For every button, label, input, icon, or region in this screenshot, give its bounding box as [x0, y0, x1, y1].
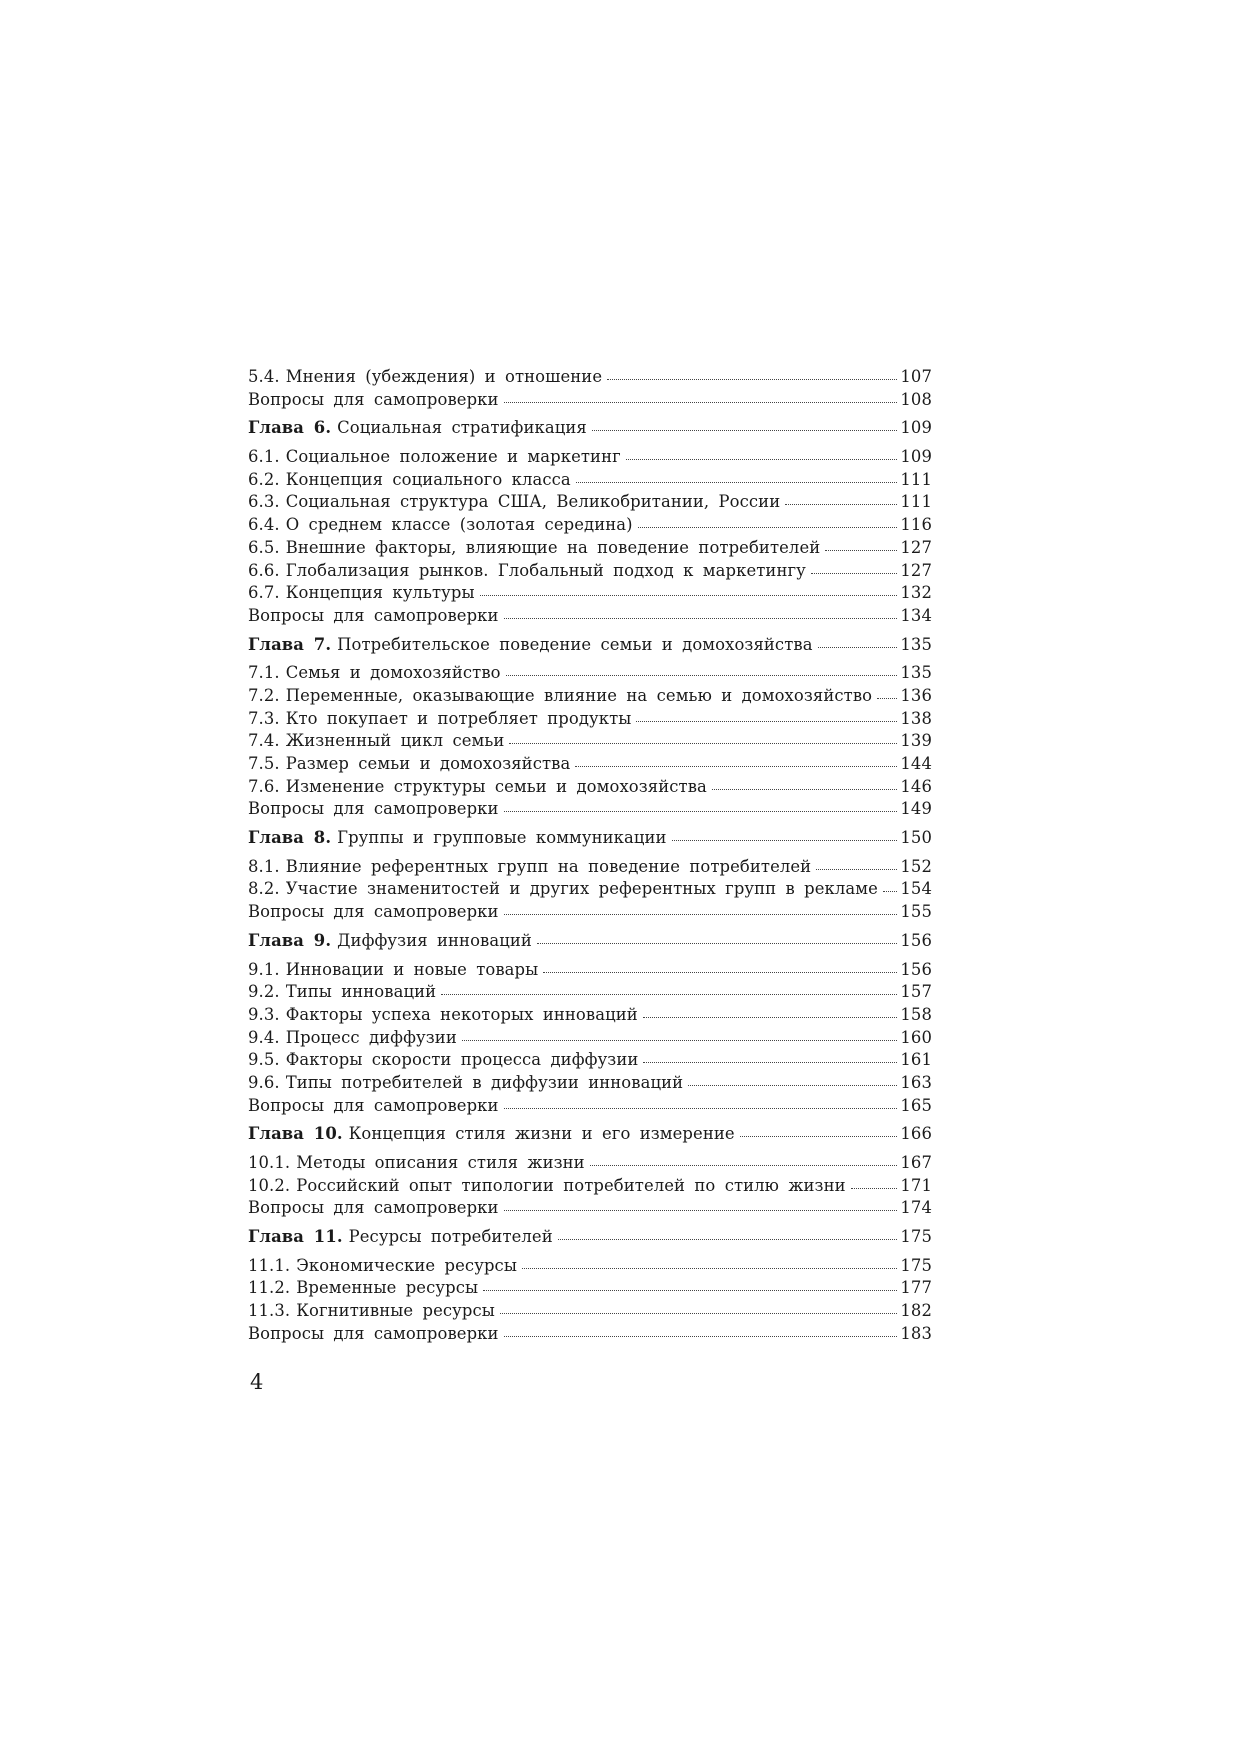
- toc-entry-title: Влияние референтных групп на поведение потребителей: [285, 856, 812, 876]
- dot-leader: [522, 1268, 897, 1269]
- dot-leader: [483, 1290, 897, 1291]
- toc-entry-number: 9.4.: [248, 1027, 280, 1047]
- toc-entry-page: 156: [900, 959, 932, 979]
- toc-entry-page: 146: [900, 776, 932, 796]
- toc-entry: [248, 1152, 932, 1175]
- toc-entry-number: 7.2.: [248, 685, 280, 705]
- toc-entry-page: 171: [900, 1175, 932, 1195]
- dot-leader: [504, 618, 898, 619]
- dot-leader: [504, 402, 898, 403]
- page-number: 4: [250, 1370, 264, 1394]
- toc-entry-page: 161: [900, 1050, 932, 1070]
- toc-entry-title: Вопросы для самопроверки: [248, 902, 499, 922]
- toc-entry-page: 167: [900, 1153, 932, 1172]
- toc-entry: [248, 514, 932, 537]
- toc-entry-title: Вопросы для самопроверки: [248, 389, 499, 409]
- toc-entry-number: 9.3.: [248, 1004, 280, 1024]
- toc-entry-title: Когнитивные ресурсы: [296, 1301, 495, 1321]
- toc-entry-number: 11.1.: [248, 1255, 291, 1275]
- toc-chapter-entry: [248, 930, 932, 953]
- toc-entry-title: Жизненный цикл семьи: [285, 731, 505, 751]
- dot-leader: [500, 1313, 897, 1314]
- toc-entry-number: 8.2.: [248, 879, 280, 899]
- toc-entry: [248, 981, 932, 1004]
- toc-entry: [248, 1255, 932, 1278]
- dot-leader: [883, 891, 897, 892]
- toc-entry-page: 156: [900, 930, 932, 950]
- toc-entry-page: 127: [900, 537, 932, 557]
- toc-entry: [248, 537, 932, 560]
- toc-entry: [248, 1095, 932, 1118]
- toc-entry-page: 111: [900, 492, 932, 512]
- dot-leader: [576, 482, 898, 483]
- toc-chapter-entry: [248, 417, 932, 440]
- toc-entry-page: 183: [900, 1323, 932, 1343]
- toc-chapter-label: Глава 11.: [248, 1227, 343, 1247]
- toc-entry-page: 138: [900, 708, 932, 728]
- dot-leader: [592, 430, 898, 431]
- toc-entry: [248, 560, 932, 583]
- toc-entry-page: 109: [900, 447, 932, 467]
- toc-entry-title: Ресурсы потребителей: [348, 1227, 553, 1247]
- toc-entry-title: Факторы успеха некоторых инноваций: [285, 1004, 638, 1024]
- toc-entry-number: 8.1.: [248, 856, 280, 876]
- toc-entry-number: 6.1.: [248, 447, 280, 467]
- toc-entry-title: Группы и групповые коммуникации: [337, 828, 667, 848]
- toc-entry: [248, 685, 932, 708]
- dot-leader: [509, 743, 897, 744]
- toc-entry-number: 11.2.: [248, 1278, 291, 1298]
- toc-entry-title: Семья и домохозяйство: [285, 663, 501, 683]
- toc-entry: [248, 1300, 932, 1323]
- dot-leader: [537, 943, 897, 944]
- toc-entry-title: О среднем классе (золотая середина): [285, 515, 633, 535]
- toc-chapter-entry: [248, 1226, 932, 1249]
- toc-entry-page: 177: [900, 1278, 932, 1298]
- toc-entry: [248, 901, 932, 924]
- dot-leader: [504, 1108, 898, 1109]
- toc-entry-title: Процесс диффузии: [285, 1027, 457, 1047]
- toc-entry-title: Социальная стратификация: [337, 418, 587, 438]
- toc-entry-page: 154: [900, 879, 932, 899]
- toc-entry-title: Социальная структура США, Великобритании, России: [285, 492, 781, 512]
- toc-entry-number: 6.6.: [248, 560, 280, 580]
- toc-entry-number: 6.7.: [248, 583, 280, 603]
- dot-leader: [688, 1085, 897, 1086]
- toc-entry: [248, 730, 932, 753]
- toc-chapter-label: Глава 8.: [248, 828, 332, 848]
- toc-entry: [248, 1027, 932, 1050]
- dot-leader: [590, 1165, 898, 1166]
- toc-entry-title: Диффузия инноваций: [337, 930, 532, 950]
- toc-entry-number: 6.4.: [248, 515, 280, 535]
- toc-entry: [248, 1072, 932, 1095]
- dot-leader: [441, 994, 897, 995]
- toc-chapter-entry: [248, 1123, 932, 1146]
- toc-entry-page: 174: [900, 1198, 932, 1218]
- toc-entry-title: Внешние факторы, влияющие на поведение потребителей: [285, 537, 821, 557]
- toc-chapter-label: Глава 9.: [248, 930, 332, 950]
- dot-leader: [672, 840, 898, 841]
- toc-entry: [248, 469, 932, 492]
- toc-entry-page: 175: [900, 1227, 932, 1247]
- toc-entry: [248, 753, 932, 776]
- toc-chapter-entry: [248, 634, 932, 657]
- toc-entry: [248, 856, 932, 879]
- dot-leader: [643, 1062, 897, 1063]
- toc-entry-title: Концепция культуры: [285, 583, 475, 603]
- toc-entry-title: Концепция социального класса: [285, 469, 571, 489]
- dot-leader: [638, 527, 898, 528]
- toc-entry-page: 116: [900, 515, 932, 535]
- toc-entry-title: Изменение структуры семьи и домохозяйства: [285, 776, 707, 796]
- toc-entry-page: 136: [900, 685, 932, 705]
- toc-entry-number: 9.1.: [248, 959, 280, 979]
- toc-entry-title: Участие знаменитостей и других референтных групп в рекламе: [285, 879, 878, 899]
- toc-entry: [248, 708, 932, 731]
- dot-leader: [558, 1239, 898, 1240]
- dot-leader: [504, 811, 898, 812]
- dot-leader: [575, 766, 897, 767]
- toc-entry-number: 6.3.: [248, 492, 280, 512]
- dot-leader: [480, 595, 898, 596]
- toc-entry-title: Вопросы для самопроверки: [248, 1198, 499, 1218]
- dot-leader: [877, 698, 897, 699]
- toc-entry-page: 127: [900, 560, 932, 580]
- toc-entry-page: 163: [900, 1072, 932, 1092]
- toc-entry-number: 5.4.: [248, 367, 280, 386]
- toc-chapter-label: Глава 6.: [248, 418, 332, 438]
- toc-entry-number: 9.6.: [248, 1072, 280, 1092]
- toc-entry-page: 132: [900, 583, 932, 603]
- toc-entry: [248, 1175, 932, 1198]
- toc-entry-number: 9.5.: [248, 1050, 280, 1070]
- toc-entry: [248, 1049, 932, 1072]
- toc-entry: [248, 366, 932, 389]
- toc-entry-title: Социальное положение и маркетинг: [285, 447, 621, 467]
- toc-entry-number: 9.2.: [248, 982, 280, 1002]
- toc-entry-title: Вопросы для самопроверки: [248, 1095, 499, 1115]
- toc-entry-page: 135: [900, 663, 932, 683]
- toc-entry-page: 160: [900, 1027, 932, 1047]
- toc-entry-title: Потребительское поведение семьи и домохозяйства: [337, 634, 813, 654]
- toc-entry-title: Концепция стиля жизни и его измерение: [348, 1124, 735, 1144]
- toc-entry-page: 182: [900, 1301, 932, 1321]
- toc-entry: [248, 1004, 932, 1027]
- toc-entry: [248, 776, 932, 799]
- toc-chapter-label: Глава 10.: [248, 1124, 343, 1144]
- toc-entry-page: 109: [900, 418, 932, 438]
- toc-entry-page: 107: [900, 367, 932, 386]
- toc-entry-number: 7.5.: [248, 754, 280, 773]
- dot-leader: [816, 869, 897, 870]
- toc-entry-title: Временные ресурсы: [296, 1278, 479, 1298]
- toc-entry-page: 175: [900, 1255, 932, 1275]
- toc-entry-title: Факторы скорости процесса диффузии: [285, 1050, 639, 1070]
- dot-leader: [825, 550, 897, 551]
- toc-entry-number: 11.3.: [248, 1301, 291, 1321]
- toc-entry-title: Кто покупает и потребляет продукты: [285, 708, 632, 728]
- toc-entry-page: 149: [900, 799, 932, 819]
- toc-entry-page: 166: [900, 1124, 932, 1144]
- toc-entry-page: 111: [900, 469, 932, 489]
- dot-leader: [811, 573, 897, 574]
- toc-entry-title: Переменные, оказывающие влияние на семью и домохозяйство: [285, 685, 873, 705]
- toc-entry-page: 165: [900, 1095, 932, 1115]
- toc-entry: [248, 959, 932, 982]
- toc-entry: [248, 491, 932, 514]
- toc-entry-number: 6.5.: [248, 537, 280, 557]
- toc-entry: [248, 1323, 932, 1346]
- toc-entry: [248, 798, 932, 821]
- dot-leader: [504, 1336, 898, 1337]
- toc-entry-title: Экономические ресурсы: [296, 1255, 517, 1275]
- toc-entry-page: 139: [900, 731, 932, 751]
- toc-chapter-entry: [248, 827, 932, 850]
- table-of-contents: [248, 366, 932, 1346]
- toc-entry-number: 10.2.: [248, 1175, 291, 1195]
- toc-entry-title: Российский опыт типологии потребителей по стилю жизни: [296, 1175, 846, 1195]
- toc-entry-page: 158: [900, 1004, 932, 1024]
- toc-entry-number: 7.4.: [248, 731, 280, 751]
- toc-chapter-label: Глава 7.: [248, 634, 332, 654]
- toc-entry: [248, 878, 932, 901]
- toc-entry-title: Типы инноваций: [285, 982, 437, 1002]
- dot-leader: [785, 504, 897, 505]
- toc-entry-number: 6.2.: [248, 469, 280, 489]
- toc-entry: [248, 446, 932, 469]
- toc-entry-title: Глобализация рынков. Глобальный подход к маркетингу: [285, 560, 806, 580]
- toc-entry-title: Типы потребителей в диффузии инноваций: [285, 1072, 684, 1092]
- toc-entry-title: Размер семьи и домохозяйства: [285, 754, 571, 773]
- toc-entry-number: 7.6.: [248, 776, 280, 796]
- toc-entry-title: Инновации и новые товары: [285, 959, 539, 979]
- toc-entry-page: 134: [900, 605, 932, 625]
- toc-entry-page: 152: [900, 856, 932, 876]
- toc-entry-page: 135: [900, 634, 932, 654]
- toc-entry-page: 108: [900, 389, 932, 409]
- dot-leader: [462, 1040, 898, 1041]
- dot-leader: [643, 1017, 898, 1018]
- toc-entry-number: 7.3.: [248, 708, 280, 728]
- toc-entry-title: Мнения (убеждения) и отношение: [285, 367, 603, 386]
- toc-entry-number: 7.1.: [248, 663, 280, 683]
- toc-entry-number: 10.1.: [248, 1153, 291, 1172]
- toc-entry-title: Методы описания стиля жизни: [296, 1153, 585, 1172]
- toc-entry: [248, 662, 932, 685]
- toc-entry: [248, 1197, 932, 1220]
- dot-leader: [607, 379, 897, 380]
- dot-leader: [636, 721, 897, 722]
- toc-entry: [248, 1277, 932, 1300]
- dot-leader: [504, 914, 898, 915]
- dot-leader: [818, 647, 898, 648]
- toc-entry-page: 157: [900, 982, 932, 1002]
- toc-entry-page: 144: [900, 754, 932, 773]
- toc-entry-page: 150: [900, 828, 932, 848]
- toc-entry: [248, 582, 932, 605]
- toc-entry-title: Вопросы для самопроверки: [248, 799, 499, 819]
- dot-leader: [626, 459, 898, 460]
- toc-entry-title: Вопросы для самопроверки: [248, 1323, 499, 1343]
- dot-leader: [504, 1210, 898, 1211]
- dot-leader: [506, 675, 898, 676]
- toc-entry-title: Вопросы для самопроверки: [248, 605, 499, 625]
- toc-entry: [248, 605, 932, 628]
- toc-entry-page: 155: [900, 902, 932, 922]
- dot-leader: [712, 789, 898, 790]
- dot-leader: [740, 1136, 898, 1137]
- toc-entry: [248, 389, 932, 412]
- dot-leader: [851, 1188, 898, 1189]
- dot-leader: [543, 972, 897, 973]
